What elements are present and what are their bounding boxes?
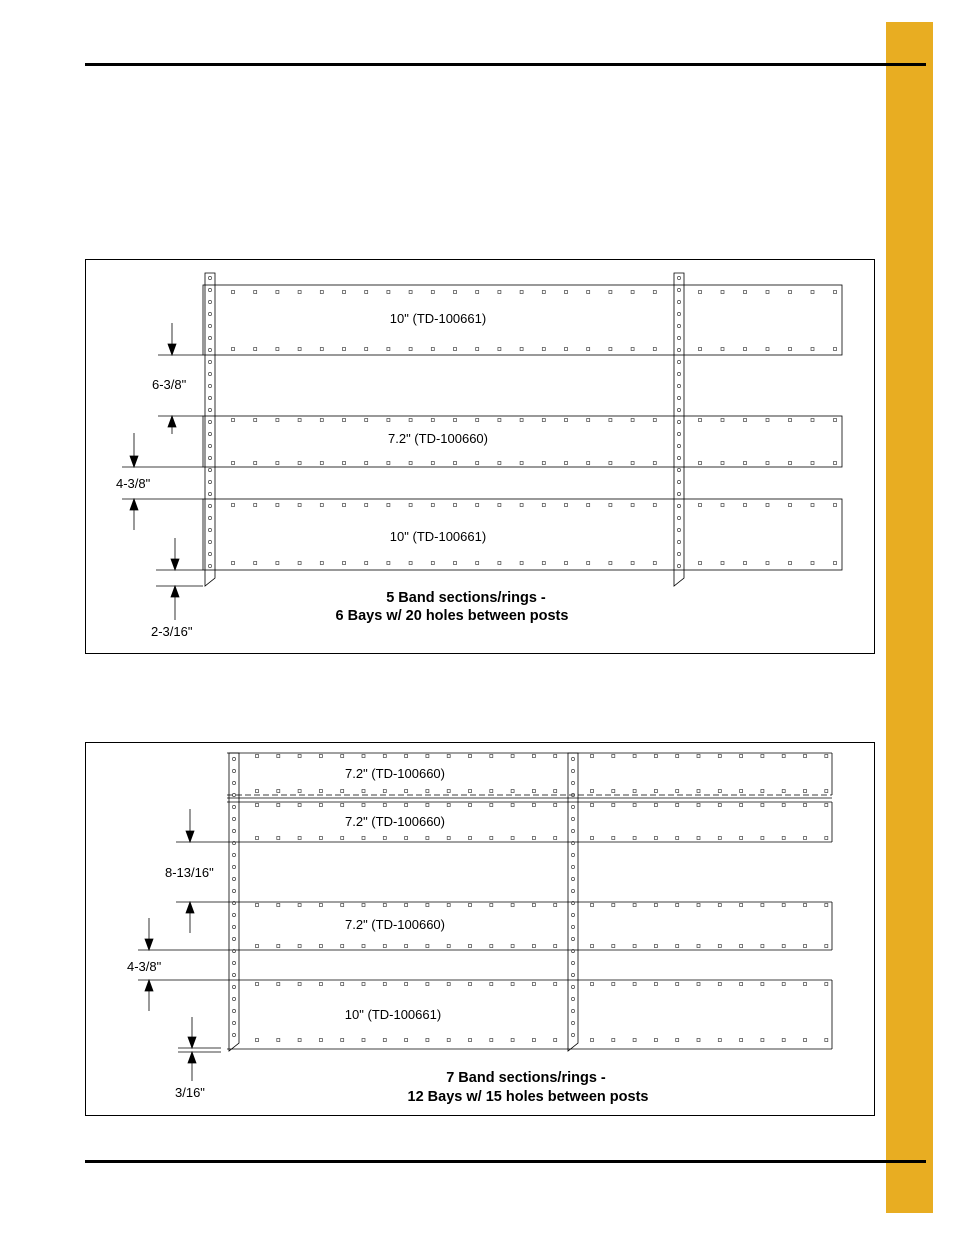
band-1-label: 7.2" (TD-100660) <box>345 766 445 781</box>
diagram-5-band <box>85 259 875 654</box>
header-rule <box>85 63 926 66</box>
post-left <box>205 273 215 586</box>
dim-label-2: 4-3/8" <box>116 476 151 491</box>
dimension-markers <box>122 323 203 620</box>
band-4-label: 10" (TD-100661) <box>344 1007 442 1022</box>
dim-label-1: 6-3/8" <box>152 377 187 392</box>
band-3-label: 10" (TD-100661) <box>389 529 487 544</box>
band-3 <box>203 499 842 570</box>
diagram-5-band-drawing <box>86 260 874 653</box>
band-1-label: 10" (TD-100661) <box>389 311 487 326</box>
band-holes <box>232 291 837 565</box>
diagram-7-band <box>85 742 875 1116</box>
band-2 <box>203 416 842 467</box>
dimension-markers <box>138 809 227 1081</box>
dim-label-1: 8-13/16" <box>165 865 214 880</box>
caption-line-1: 5 Band sections/rings - <box>386 590 546 606</box>
post-right <box>674 273 684 586</box>
dim-label-3: 2-3/16" <box>151 624 193 639</box>
band-1 <box>203 285 842 355</box>
caption-line-2: 6 Bays w/ 20 holes between posts <box>335 608 569 624</box>
band-2-label: 7.2" (TD-100660) <box>388 431 488 446</box>
caption-line-1: 7 Band sections/rings - <box>446 1070 606 1086</box>
post-holes <box>232 757 574 1036</box>
section-tab <box>886 22 933 1213</box>
dim-label-2: 4-3/8" <box>127 959 162 974</box>
dim-label-3: 3/16" <box>175 1085 205 1100</box>
caption-line-2: 12 Bays w/ 15 holes between posts <box>407 1089 649 1105</box>
diagram-7-band-drawing <box>86 743 874 1115</box>
band-2-label: 7.2" (TD-100660) <box>345 814 445 829</box>
footer-rule <box>85 1160 926 1163</box>
band-holes <box>256 755 828 1042</box>
band-3-label: 7.2" (TD-100660) <box>345 917 445 932</box>
